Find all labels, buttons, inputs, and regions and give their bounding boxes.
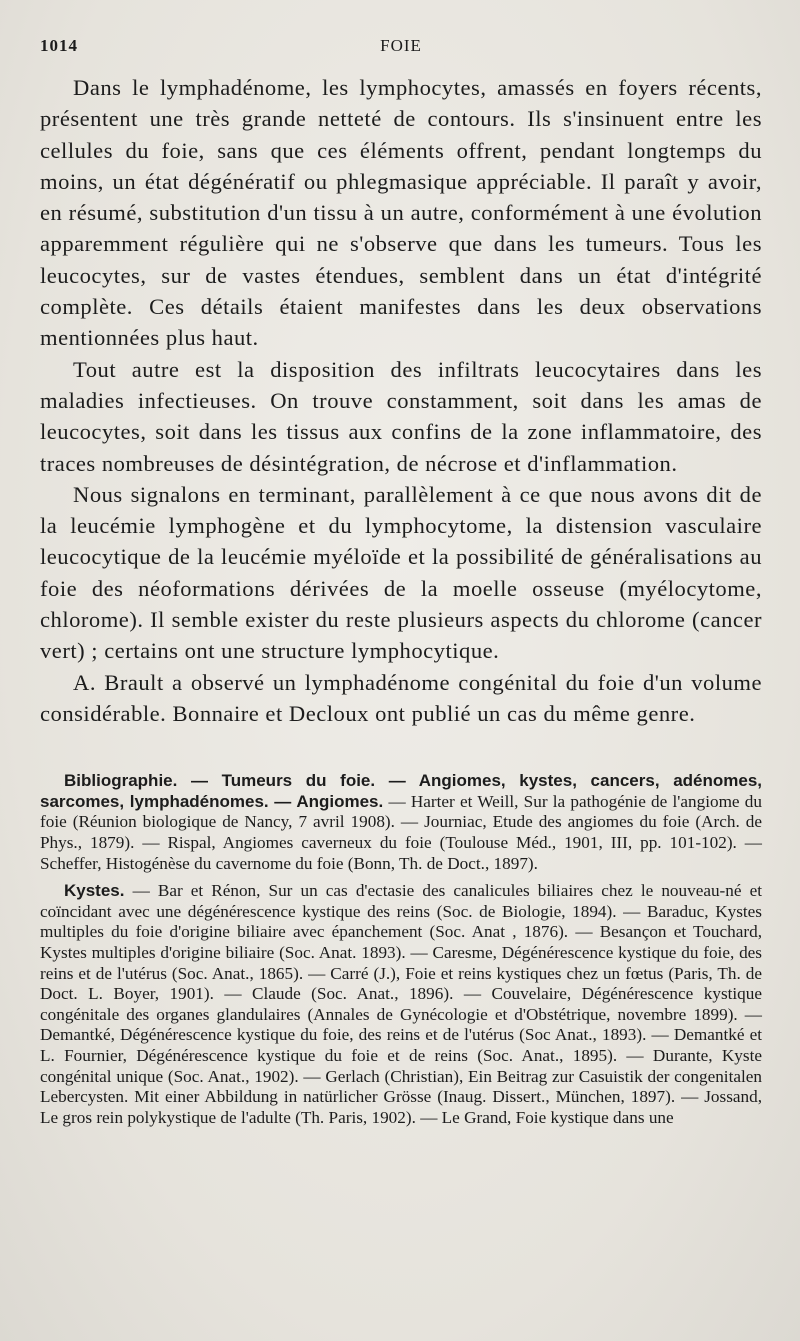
running-head <box>40 30 762 60</box>
bibliography-angiomes <box>40 771 762 874</box>
paragraph-lymphadenome: Dans le lymphadénome, les lymphocytes, amassés en foyers récents, présentent une très grande netteté de contours. Ils s'insinuent entre les cellules du foie, sans que ces éléments offrent, pendant longtemps du moins, un état dégénératif ou phlegmasique appréciable. Il paraît y avoir, en résumé, substitution d'un tissu à un autre, conformément à une évolution apparemment régulière qui ne s'observe que dans les tumeurs. Tous les leucocytes, sur de vastes étendues, semblent dans un état d'intégrité complète. Ces détails étaient manifestes dans les deux observations mentionnées plus haut. <box>40 75 762 351</box>
paragraph-infiltrats: Tout autre est la disposition des infiltrats leucocytaires dans les maladies infectieuses. On trouve constamment, soit dans les amas de leucocytes, soit dans les tissus aux confins de la zone inflammatoire, des traces nombreuses de désintégration, de nécrose et d'inflammation. <box>40 356 762 476</box>
bibliography-angiomes-text: — Harter et Weill, Sur la pathogénie de l'angiome du foie (Réunion biologique de Nancy, 7 avril 1908). — Journiac, Etude des angiomes du foie (Arch. de Phys., 1879). — Rispal, Angiomes caverneux du foie (Toulouse Méd., 1901, III, pp. 101-102). — Scheffer, Histogénèse du cavernome du foie (Bonn, Th. de Doct., 1897). <box>40 791 762 873</box>
paragraph-leucemie: Nous signalons en terminant, parallèlement à ce que nous avons dit de la leucémie lymphogène et du lymphocytome, la distension vasculaire leucocytique de la leucémie myéloïde et la possibilité de généralisations au foie des néoformations dérivées de la moelle osseuse (myélocytome, chlorome). Il semble exister du reste plusieurs aspects du chlorome (cancer vert) ; certains ont une structure lymphocytique. <box>40 481 762 664</box>
body-text <box>40 72 762 729</box>
bibliography <box>40 771 762 1128</box>
bibliography-heading: Bibliographie. — Tumeurs du foie. — Angiomes, kystes, cancers, adénomes, sarcomes, lymphadénomes. — Angiomes. <box>40 771 762 811</box>
paragraph-brault: A. Brault a observé un lymphadénome congénital du foie d'un volume considérable. Bonnaire et Decloux ont publié un cas du même genre. <box>40 669 762 726</box>
bibliography-kystes <box>40 881 762 1128</box>
kystes-heading: Kystes. <box>64 881 125 901</box>
running-title: FOIE <box>380 36 422 55</box>
page-number: 1014 <box>40 36 78 55</box>
bibliography-kystes-text: — Bar et Rénon, Sur un cas d'ectasie des canalicules biliaires chez le nouveau-né et coïncidant avec une dégénérescence kystique des reins (Soc. de Biologie, 1894). — Baraduc, Kystes multiples du foie d'origine biliaire avec épanchement (Soc. Anat , 1876). — Besançon et Touchard, Kystes multiples d'origine biliaire (Soc. Anat. 1893). — Caresme, Dégénérescence kystique du foie, des reins et de l'utérus (Soc. Anat., 1865). — Carré (J.), Foie et reins kystiques chez un fœtus (Paris, Th. de Doct. L. Boyer, 1901). — Claude (Soc. Anat., 1896). — Couvelaire, Dégénérescence kystique congénitale des organes glandulaires (Annales de Gynécologie et d'Obstétrique, novembre 1899). — Demantké, Dégénérescence kystique du foie, des reins et de l'utérus (Soc Anat., 1893). — Demantké et L. Fournier, Dégénérescence kystique du foie et de reins (Soc. Anat., 1895). — Durante, Kyste congénital unique (Soc. Anat., 1902). — Gerlach (Christian), Ein Beitrag zur Casuistik der congenitalen Lebercysten. Mit einer Abbildung in natürlicher Grösse (Inaug. Dissert., München, 1897). — Jossand, Le gros rein polykystique de l'adulte (Th. Paris, 1902). — Le Grand, Foie kystique dans une <box>40 881 762 1127</box>
